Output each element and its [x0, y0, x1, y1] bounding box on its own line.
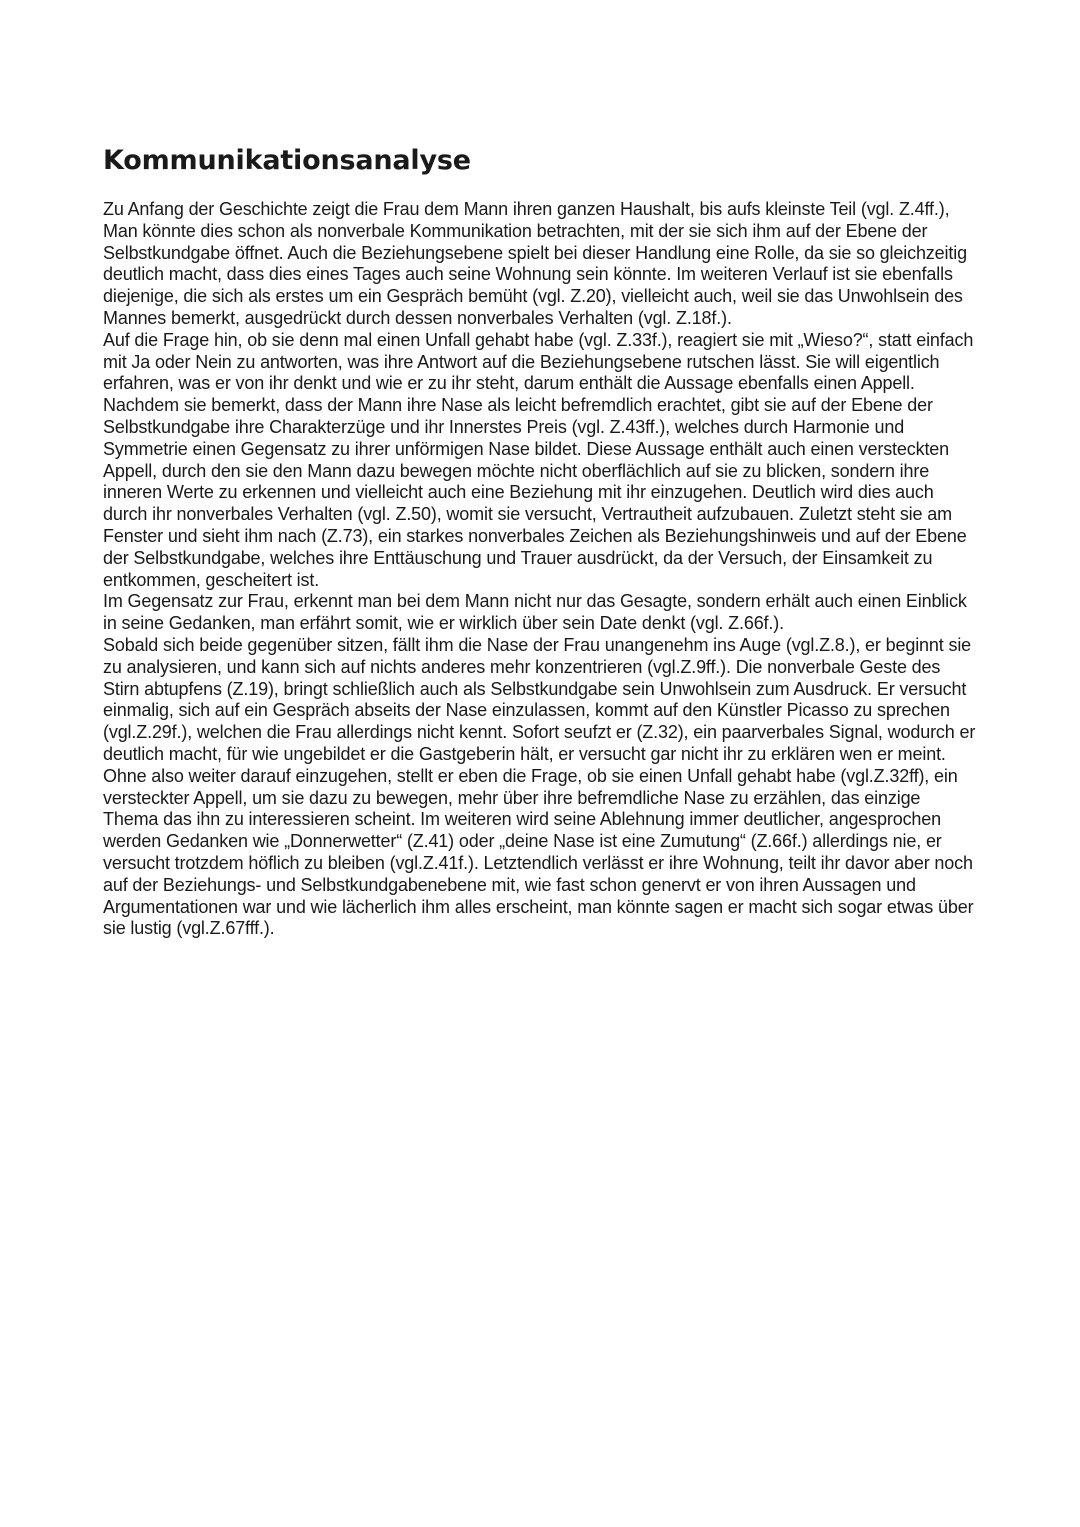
paragraph-4: Im Gegensatz zur Frau, erkennt man bei dem Mann nicht nur das Gesagte, sondern erhält auch einen Einblick in seine Gedanken, man erfährt somit, wie er wirklich über sein Date denkt (vgl. Z.66f.). — [103, 591, 967, 634]
document-title: Kommunikationsanalyse — [103, 145, 471, 176]
paragraph-5: Sobald sich beide gegenüber sitzen, fällt ihm die Nase der Frau unangenehm ins Auge (vgl.Z.8.), er beginnt sie zu analysieren, und kann sich auf nichts anderes mehr konzentrieren (vgl.Z.9ff.). Die nonverbale Geste des Stirn abtupfens (Z.19), bringt schließlich auch als Selbstkundgabe sein Unwohlsein zum Ausdruck. Er versucht einmalig, sich auf ein Gespräch abseits der Nase einzulassen, kommt auf den Künstler Picasso zu sprechen (vgl.Z.29f.), welchen die Frau allerdings nicht kennt. Sofort seufzt er (Z.32), ein paarverbales Signal, wodurch er deutlich macht, für wie ungebildet er die Gastgeberin hält, er versucht gar nicht ihr zu erklären wen er meint. Ohne also weiter darauf einzugehen, stellt er eben die Frage, ob sie einen Unfall gehabt habe (vgl.Z.32ff), ein versteckter Appell, um sie dazu zu bewegen, mehr über ihre befremdliche Nase zu erzählen, das einzige Thema das ihn zu interessieren scheint. Im weiteren wird seine Ablehnung immer deutlicher, angesprochen werden Gedanken wie „Donnerwetter“ (Z.41) oder „deine Nase ist eine Zumutung“ (Z.66f.) allerdings nie, er versucht trotzdem höflich zu bleiben (vgl.Z.41f.). Letztendlich verlässt er ihre Wohnung, teilt ihr davor aber noch auf der Beziehungs- und Selbstkundgabenebene mit, wie fast schon genervt er von ihren Aussagen und Argumentationen war und wie lächerlich ihm alles erscheint, man könnte sagen er macht sich sogar etwas über sie lustig (vgl.Z.67fff.). — [103, 634, 976, 939]
paragraph-3: Nachdem sie bemerkt, dass der Mann ihre Nase als leicht befremdlich erachtet, gibt sie auf der Ebene der Selbstkundgabe ihre Charakterzüge und ihr Innerstes Preis (vgl. Z.43ff.), welches durch Harmonie und Symmetrie einen Gegensatz zu ihrer unförmigen Nase bildet. Diese Aussage enthält auch einen versteckten Appell, durch den sie den Mann dazu bewegen möchte nicht oberflächlich auf sie zu blicken, sondern ihre inneren Werte zu erkennen und vielleicht auch eine Beziehung mit ihr einzugehen. Deutlich wird dies auch durch ihr nonverbales Verhalten (vgl. Z.50), womit sie versucht, Vertrautheit aufzubauen. Zuletzt steht sie am Fenster und sieht ihm nach (Z.73), ein starkes nonverbales Zeichen als Beziehungshinweis und auf der Ebene der Selbstkundgabe, welches ihre Enttäuschung und Trauer ausdrückt, da der Versuch, der Einsamkeit zu entkommen, gescheitert ist. — [103, 395, 967, 590]
paragraph-2: Auf die Frage hin, ob sie denn mal einen Unfall gehabt habe (vgl. Z.33f.), reagiert sie mit „Wieso?“, statt einfach mit Ja oder Nein zu antworten, was ihre Antwort auf die Beziehungsebene rutschen lässt. Sie will eigentlich erfahren, was er von ihr denkt und wie er zu ihr steht, darum enthält die Aussage ebenfalls einen Appell. — [103, 329, 974, 394]
document-page — [103, 143, 978, 940]
paragraph-1: Zu Anfang der Geschichte zeigt die Frau dem Mann ihren ganzen Haushalt, bis aufs kleinste Teil (vgl. Z.4ff.), Man könnte dies schon als nonverbale Kommunikation betrachten, mit der sie sich ihm auf der Ebene der Selbstkundgabe öffnet. Auch die Beziehungsebene spielt bei dieser Handlung eine Rolle, da sie so gleichzeitig deutlich macht, dass dies eines Tages auch seine Wohnung sein könnte. Im weiteren Verlauf ist sie ebenfalls diejenige, die sich als erstes um ein Gespräch bemüht (vgl. Z.20), vielleicht auch, weil sie das Unwohlsein des Mannes bemerkt, ausgedrückt durch dessen nonverbales Verhalten (vgl. Z.18f.). — [103, 199, 967, 328]
